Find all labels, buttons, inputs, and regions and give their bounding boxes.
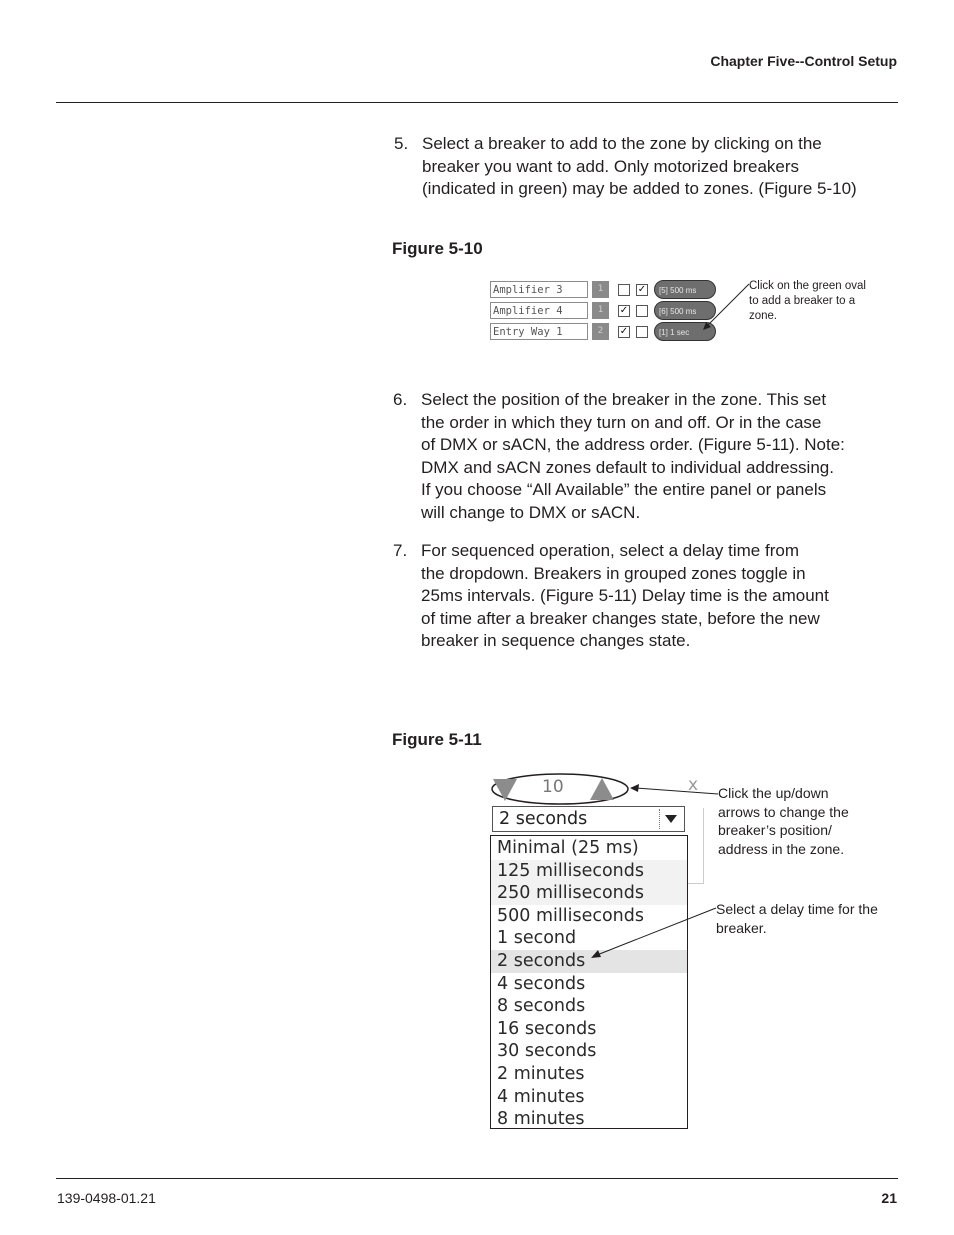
breaker-checkbox[interactable]: [618, 284, 630, 296]
chevron-down-icon: [665, 815, 677, 823]
page-number: 21: [881, 1190, 897, 1206]
header-rule: [56, 102, 898, 103]
breaker-checkbox[interactable]: ✓: [619, 305, 629, 316]
step-number: 5.: [394, 134, 409, 153]
step-line: will change to DMX or sACN.: [421, 502, 641, 522]
breaker-name: Entry Way 1: [490, 323, 588, 340]
callout-line: breaker’s position/: [718, 822, 832, 838]
figure-5-10-breaker-list: [490, 280, 717, 342]
step-line: of time after a breaker changes state, before the new: [421, 608, 820, 628]
delay-option[interactable]: 4 minutes: [497, 1086, 585, 1107]
breaker-checkbox[interactable]: [636, 326, 648, 338]
doc-number: 139-0498-01.21: [57, 1190, 156, 1206]
step-7: [393, 540, 893, 660]
breaker-name: Amplifier 4: [490, 302, 588, 319]
position-value: 10: [542, 777, 564, 797]
step-line: DMX and sACN zones default to individual addressing.: [421, 457, 834, 477]
step-line: Select a breaker to add to the zone by clicking on the: [422, 134, 822, 153]
callout-line: Select a delay time for the: [716, 901, 878, 917]
callout-line: arrows to change the: [718, 803, 849, 820]
delay-option[interactable]: 2 minutes: [497, 1064, 585, 1084]
down-arrow-icon[interactable]: [492, 778, 518, 802]
callout-arrow-icon: [690, 280, 760, 336]
delay-select[interactable]: [492, 806, 685, 832]
footer-rule: [56, 1178, 898, 1179]
chapter-header: Chapter Five--Control Setup: [710, 53, 897, 69]
breaker-checkbox[interactable]: ✓: [619, 326, 629, 337]
step-line: breaker in sequence changes state.: [421, 631, 691, 650]
callout-line: Click the up/down: [718, 785, 829, 801]
step-number: 7.: [393, 541, 408, 560]
step-line: the order in which they turn on and off. Or in the case: [421, 412, 822, 432]
panel-edge: [688, 808, 704, 884]
delay-option[interactable]: Minimal (25 ms): [497, 838, 639, 858]
callout-line: to add a breaker to a: [749, 295, 856, 307]
step-line: (indicated in green) may be added to zones. (Figure 5-10): [422, 179, 857, 198]
breaker-checkbox[interactable]: ✓: [637, 284, 647, 295]
figure-5-11-label: Figure 5-11: [392, 730, 482, 749]
step-line: 25ms intervals. (Figure 5-11) Delay time is the amount: [421, 586, 829, 605]
breaker-row: [490, 280, 717, 300]
delay-option-selected[interactable]: 2 seconds: [491, 950, 687, 973]
step-line: breaker you want to add. Only motorized breakers: [422, 156, 800, 176]
step-line: the dropdown. Breakers in grouped zones toggle in: [421, 563, 806, 583]
breaker-number: 2: [592, 323, 609, 340]
breaker-oval[interactable]: [1] 1 sec: [654, 322, 716, 341]
up-arrow-icon[interactable]: [589, 777, 615, 801]
step-line: If you choose “All Available” the entire panel or panels: [421, 480, 827, 499]
step-6: [393, 389, 893, 529]
breaker-row: [490, 322, 717, 342]
callout-line: breaker.: [716, 919, 767, 936]
delay-select-value: 2 seconds: [499, 809, 588, 829]
step-5: [394, 133, 894, 203]
delay-option[interactable]: 4 seconds: [497, 973, 586, 994]
breaker-row: [490, 301, 717, 321]
step-line: For sequenced operation, select a delay time from: [421, 541, 799, 560]
step-line: Select the position of the breaker in the zone. This set: [421, 390, 827, 409]
delay-option[interactable]: 500 milliseconds: [497, 905, 644, 926]
delay-option[interactable]: 30 seconds: [497, 1041, 597, 1062]
delay-callout: [716, 900, 896, 937]
arrows-callout: [718, 784, 888, 858]
breaker-oval[interactable]: [6] 500 ms: [654, 301, 716, 320]
breaker-number: 1: [592, 302, 609, 319]
callout-line: address in the zone.: [718, 840, 845, 857]
arrows-callout-pointer-icon: [626, 780, 726, 800]
callout-line: Click on the green oval: [749, 280, 866, 292]
delay-option[interactable]: 1 second: [497, 928, 577, 949]
delay-option[interactable]: 125 milliseconds: [491, 860, 687, 883]
delay-option[interactable]: 250 milliseconds: [491, 882, 687, 905]
delay-callout-pointer-icon: [585, 900, 720, 962]
callout-line: zone.: [749, 310, 778, 322]
breaker-number: 1: [592, 281, 609, 298]
breaker-checkbox[interactable]: [636, 305, 648, 317]
dropdown-button[interactable]: [659, 809, 681, 829]
breaker-oval[interactable]: [5] 500 ms: [654, 280, 716, 299]
figure-5-10-label: Figure 5-10: [392, 239, 483, 258]
figure-5-10-callout: [749, 279, 889, 324]
close-icon[interactable]: x: [688, 775, 699, 795]
delay-option[interactable]: 8 minutes: [497, 1109, 585, 1129]
delay-options-list: [490, 835, 688, 1129]
step-line: of DMX or sACN, the address order. (Figure 5-11). Note:: [421, 435, 845, 454]
delay-option[interactable]: 8 seconds: [497, 996, 586, 1017]
delay-option[interactable]: 16 seconds: [497, 1018, 597, 1039]
step-number: 6.: [393, 390, 408, 409]
breaker-name: Amplifier 3: [490, 281, 588, 298]
